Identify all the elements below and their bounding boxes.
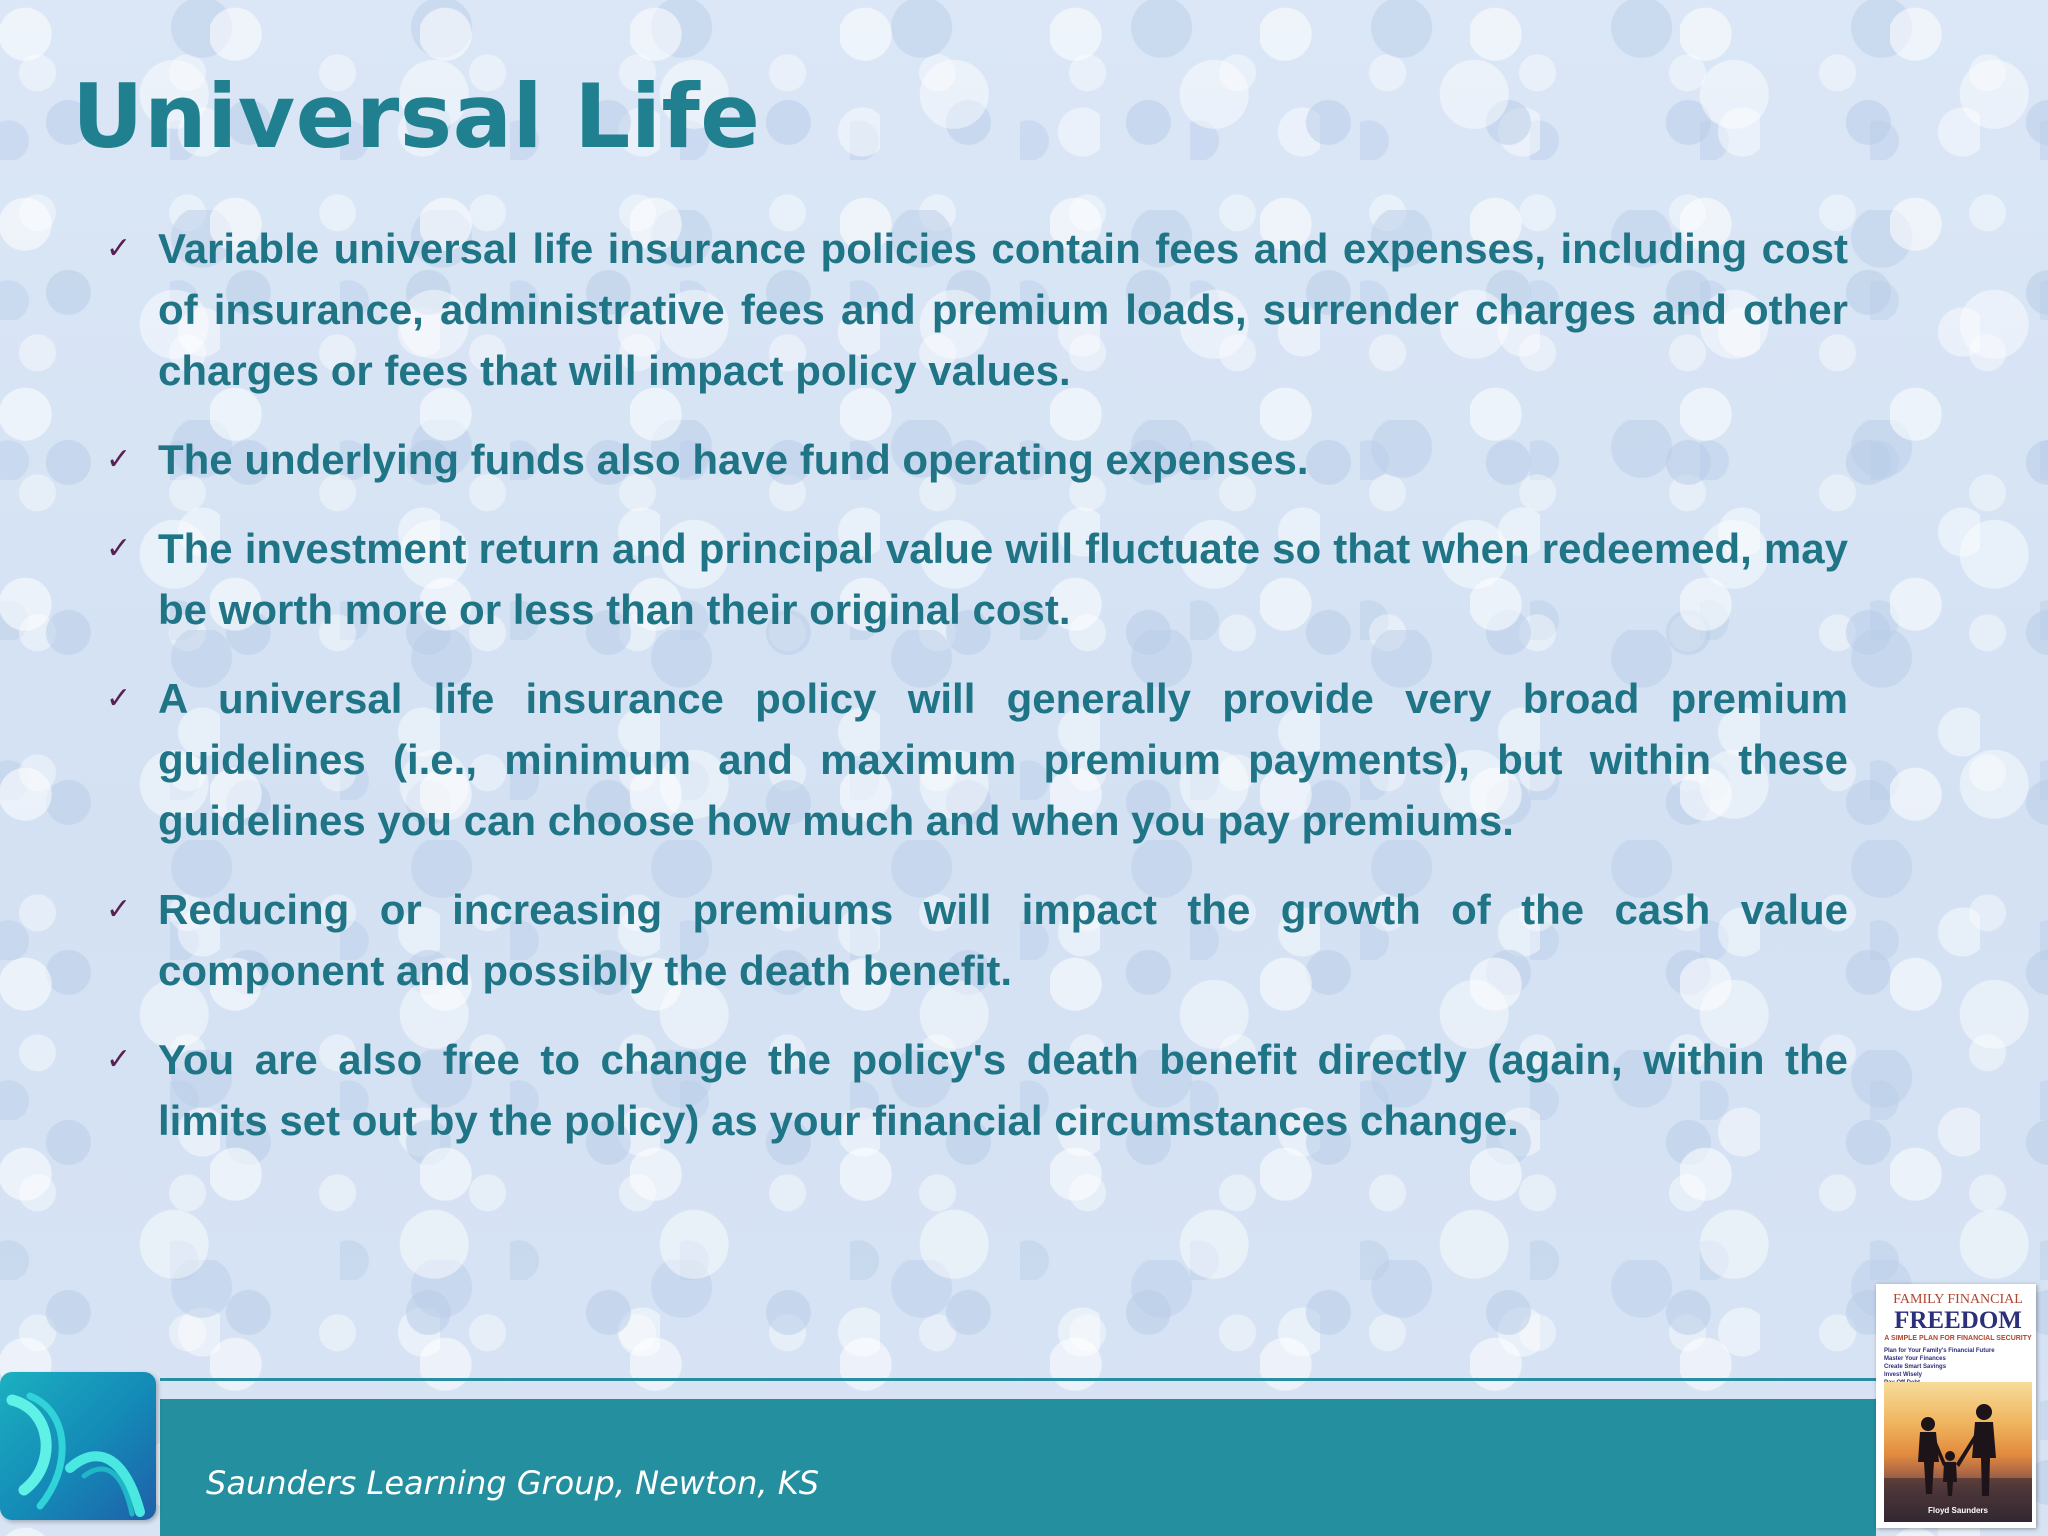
bullet-list xyxy=(100,218,1848,1179)
book-bullet-item: Master Your Finances xyxy=(1884,1356,1946,1362)
book-bullet-item: Invest Wisely xyxy=(1884,1372,1922,1378)
book-title-line2: FREEDOM xyxy=(1894,1307,2022,1334)
bullet-item xyxy=(100,879,1848,1001)
bullet-text: A universal life insurance policy will generally provide very broad premium guidelines (i.e., minimum and maximum premium payments), but within these guidelines you can choose how much and when you pay premiums. xyxy=(158,675,1848,844)
book-bullet-item: Create Smart Savings xyxy=(1884,1364,1947,1370)
bullet-text: The underlying funds also have fund operating expenses. xyxy=(158,436,1309,483)
family-silhouette-photo xyxy=(1884,1382,2032,1522)
checkmark-icon: ✓ xyxy=(106,442,132,477)
checkmark-icon: ✓ xyxy=(106,892,132,927)
saunders-swirl-logo-icon xyxy=(0,1372,156,1520)
slide-title: Universal Life xyxy=(72,65,761,168)
bullet-item xyxy=(100,1029,1848,1151)
book-cover-image xyxy=(1876,1284,2036,1528)
book-cover-header xyxy=(1884,1292,2032,1387)
bullet-item xyxy=(100,429,1848,490)
footer-divider xyxy=(160,1378,1876,1381)
book-title-line1: FAMILY FINANCIAL xyxy=(1893,1292,2023,1307)
bullet-text: The investment return and principal value will fluctuate so that when redeemed, may be worth more or less than their original cost. xyxy=(158,525,1848,633)
bullet-item xyxy=(100,518,1848,640)
book-author: Floyd Saunders xyxy=(1927,1506,1988,1515)
book-subtitle: A SIMPLE PLAN FOR FINANCIAL SECURITY xyxy=(1884,1335,2032,1342)
checkmark-icon: ✓ xyxy=(106,1042,132,1077)
bullet-text: Reducing or increasing premiums will impact the growth of the cash value component and possibly the death benefit. xyxy=(158,886,1848,994)
checkmark-icon: ✓ xyxy=(106,531,132,566)
checkmark-icon: ✓ xyxy=(106,231,132,266)
book-bullet-list xyxy=(1884,1347,2032,1387)
bullet-text: Variable universal life insurance policies contain fees and expenses, including cost of insurance, administrative fees and premium loads, surrender charges and other charges or fees that will impact policy values. xyxy=(158,225,1848,394)
footer-text: Saunders Learning Group, Newton, KS xyxy=(206,1464,820,1502)
bullet-text: You are also free to change the policy's death benefit directly (again, within the limits set out by the policy) as your financial circumstances change. xyxy=(158,1036,1848,1144)
bullet-item xyxy=(100,668,1848,851)
checkmark-icon: ✓ xyxy=(106,681,132,716)
bullet-item xyxy=(100,218,1848,401)
book-bullet-item: Plan for Your Family's Financial Future xyxy=(1884,1348,1995,1354)
